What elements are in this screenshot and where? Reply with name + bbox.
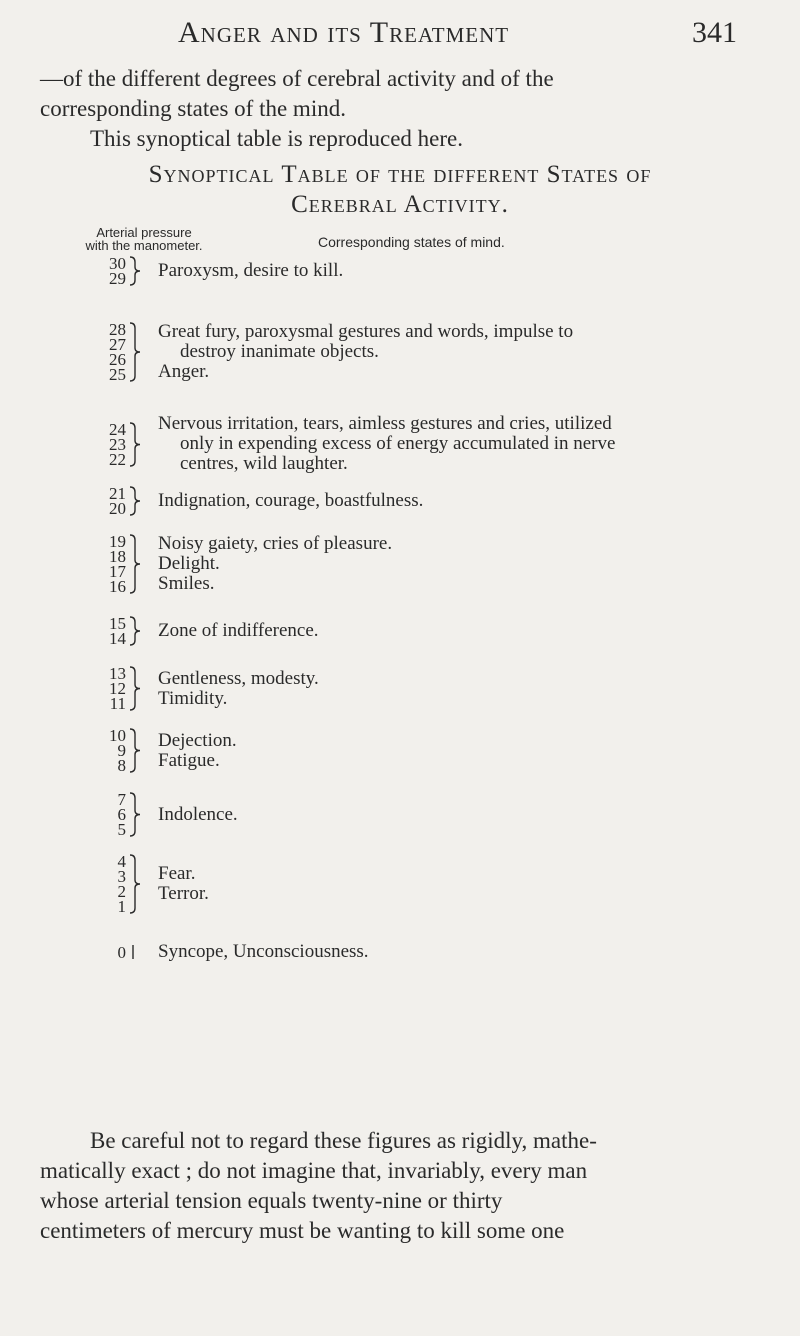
mind-state-line: destroy inanimate objects.: [180, 341, 379, 362]
mind-state-line: only in expending excess of energy accumulated in nerve: [180, 433, 616, 454]
intro-line: This synoptical table is reproduced here.: [90, 126, 463, 151]
pressure-value: 0: [117, 942, 126, 962]
running-header: [0, 16, 800, 56]
mind-state-line: Fatigue.: [158, 749, 220, 771]
pressure-value: 18: [109, 547, 126, 566]
table-title-line: Synoptical Table of the different States of: [148, 161, 652, 188]
body-text: [40, 1126, 780, 1246]
pressure-value: 15: [109, 614, 126, 633]
mind-state-line: Syncope, Unconsciousness.: [158, 941, 369, 962]
pressure-values: [96, 419, 126, 469]
pressure-value: 17: [109, 562, 126, 581]
pressure-value: 20: [109, 499, 126, 518]
pressure-values: [96, 322, 126, 382]
column-header-states: Corresponding states of mind.: [318, 234, 505, 250]
brace-icon: [128, 256, 142, 286]
mind-state-line: Indignation, courage, boastfulness.: [158, 490, 424, 511]
mind-state-line: Great fury, paroxysmal gestures and words, impulse to: [158, 321, 574, 342]
pressure-value: 10: [109, 726, 126, 745]
mind-state: [158, 805, 778, 825]
table-title-line: Cerebral Activity.: [291, 191, 509, 218]
pressure-values: [96, 616, 126, 646]
mind-state-line: Delight.: [158, 553, 220, 574]
page-number: 341: [692, 16, 737, 49]
pressure-value: 26: [109, 350, 126, 369]
pressure-value: 28: [109, 320, 126, 339]
mind-state-line: Noisy gaiety, cries of pleasure.: [158, 533, 393, 554]
mind-state: [158, 261, 778, 281]
pressure-values: [96, 256, 126, 286]
intro-line: —of the different degrees of cerebral activity and of the: [40, 66, 554, 91]
pressure-value: 22: [109, 449, 126, 469]
brace-icon: [128, 792, 142, 837]
pressure-value: 30: [109, 254, 126, 273]
pressure-value: 27: [109, 335, 126, 354]
body-line: matically exact ; do not imagine that, invariably, every man: [40, 1158, 588, 1183]
mind-state-line: Terror.: [158, 883, 209, 904]
mind-state-line: Gentleness, modesty.: [158, 667, 319, 689]
mind-state-line: Smiles.: [158, 573, 215, 594]
pressure-values: [96, 854, 126, 914]
brace-icon: [128, 422, 142, 467]
bar-icon: [128, 944, 142, 960]
pressure-value: 2: [117, 882, 126, 901]
pressure-value: 1: [117, 897, 126, 916]
pressure-value: 12: [109, 679, 126, 698]
mind-state: [158, 322, 778, 382]
mind-state-line: Fear.: [158, 863, 196, 884]
brace-icon: [128, 854, 142, 914]
mind-state: [158, 942, 778, 962]
pressure-value: 11: [109, 694, 126, 713]
mind-state-line: Timidity.: [158, 687, 228, 709]
mind-state: [158, 491, 778, 511]
pressure-value: 6: [117, 805, 126, 824]
pressure-value: 24: [109, 419, 126, 439]
mind-state: [158, 621, 778, 641]
pressure-value: 14: [109, 629, 126, 648]
pressure-value: 3: [117, 867, 126, 886]
mind-state-line: Anger.: [158, 361, 210, 382]
brace-icon: [128, 728, 142, 773]
pressure-value: 16: [109, 577, 126, 596]
intro-text: [40, 64, 780, 154]
body-line: centimeters of mercury must be wanting to kill some one: [40, 1218, 565, 1243]
mind-state-line: Nervous irritation, tears, aimless gestures and cries, utilized: [158, 413, 612, 434]
pressure-values: [96, 486, 126, 516]
table-title: [0, 160, 800, 220]
mind-state: [158, 731, 778, 771]
pressure-values: [96, 792, 126, 837]
mind-state-line: Indolence.: [158, 803, 238, 825]
mind-state: [158, 414, 778, 474]
brace-icon: [128, 616, 142, 646]
pressure-values: [96, 534, 126, 594]
pressure-values: [96, 942, 126, 962]
pressure-value: 25: [109, 365, 126, 384]
pressure-value: 7: [117, 790, 126, 809]
pressure-value: 21: [109, 484, 126, 503]
mind-state-line: centres, wild laughter.: [180, 453, 348, 474]
body-line: Be careful not to regard these figures as rigidly, mathe-: [90, 1128, 597, 1153]
pressure-values: [96, 728, 126, 773]
running-title: Anger and its Treatment: [178, 16, 510, 49]
pressure-value: 29: [109, 269, 126, 288]
pressure-value: 13: [109, 664, 126, 683]
brace-icon: [128, 322, 142, 382]
pressure-value: 8: [117, 756, 126, 775]
intro-line: corresponding states of the mind.: [40, 96, 346, 121]
brace-icon: [128, 666, 142, 711]
pressure-values: [96, 666, 126, 711]
mind-state-line: Zone of indifference.: [158, 620, 319, 641]
column-header-pressure: Arterial pressure with the manometer.: [85, 225, 203, 253]
mind-state-line: Paroxysm, desire to kill.: [158, 260, 344, 281]
pressure-value: 23: [109, 434, 126, 454]
pressure-value: 19: [109, 532, 126, 551]
mind-state: [158, 864, 778, 904]
pressure-value: 9: [117, 741, 126, 760]
mind-state-line: Dejection.: [158, 729, 237, 751]
mind-state: [158, 534, 778, 594]
pressure-value: 5: [117, 820, 126, 839]
brace-icon: [128, 534, 142, 594]
pressure-value: 4: [117, 852, 126, 871]
brace-icon: [128, 486, 142, 516]
mind-state: [158, 669, 778, 709]
body-line: whose arterial tension equals twenty-nine or thirty: [40, 1188, 503, 1213]
